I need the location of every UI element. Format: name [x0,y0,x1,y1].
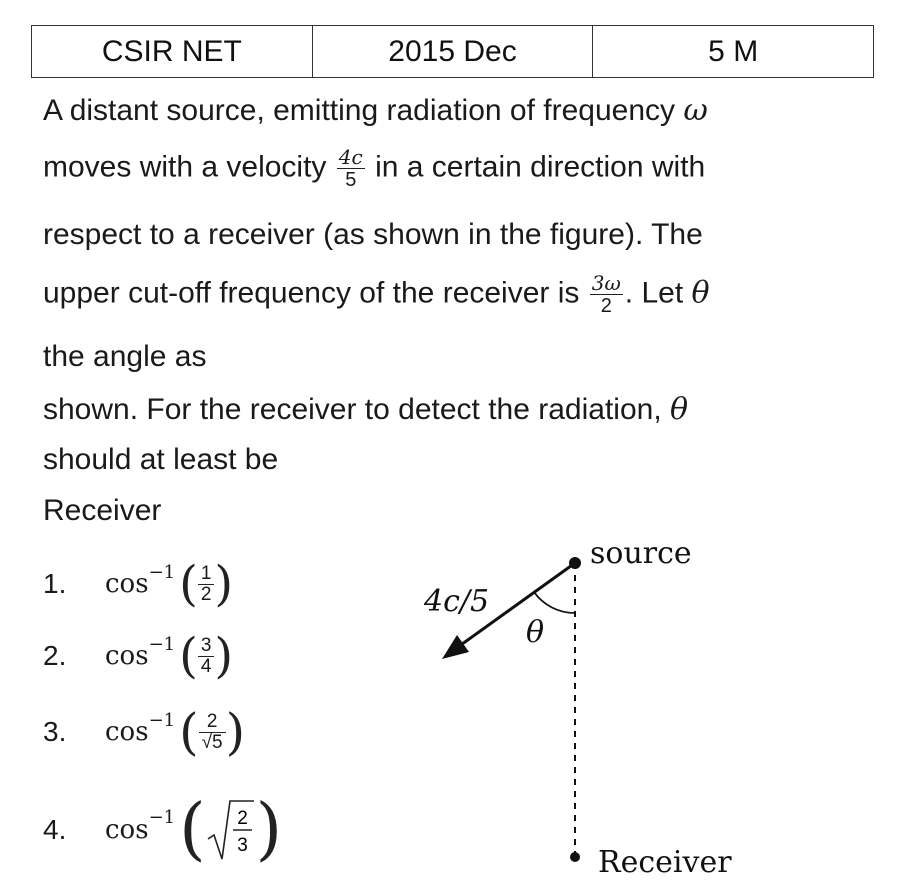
question-line-4: upper cut-off frequency of the receiver is $\frac{3\omega}{2}$ . Let θ [43,271,710,317]
exam-session: 2015 Dec [312,26,593,77]
option-4[interactable]: 4. cos −1 ( 2 3 ) [43,790,283,869]
theta-symbol-2: θ [670,392,689,427]
header-table [31,25,874,78]
option-4-num: 2 [236,807,248,829]
question-line-3: respect to a receiver (as shown in the figure). The [43,218,703,251]
question-line-2: moves with a velocity $\frac{4c}{5}$ in a certain direction with [43,145,706,191]
question-line-7: should at least be [43,443,279,476]
question-line-5: the angle as [43,340,207,373]
velocity-fraction: $\frac{4c}{5}$ [338,145,363,191]
option-3-fraction: $\frac{2}{√5}$ [199,712,226,753]
question-line-1: A distant source, emitting radiation of frequency ω [43,93,708,128]
option-1-fraction: $\frac{1}{2}$ [198,564,215,605]
velocity-arrowhead [442,635,469,659]
option-2-fraction: $\frac{3}{4}$ [198,636,215,677]
doppler-figure [400,525,770,885]
receiver-label: Receiver [598,845,732,880]
omega-symbol: ω [683,93,708,128]
option-2[interactable]: 2. cos −1 ( $\frac{3}{4}$ ) [43,628,234,684]
cutoff-fraction: $\frac{3\omega}{2}$ [591,271,621,317]
question-line-8: Receiver [43,494,162,527]
option-4-sqrt [206,797,256,863]
question-marks: 5 M [592,26,873,77]
option-1[interactable]: 1. cos −1 ( $\frac{1}{2}$ ) [43,556,234,612]
velocity-label: 4c/5 [424,584,490,619]
question-line-6: shown. For the receiver to detect the radiation, θ [43,392,689,427]
option-4-den: 3 [236,834,248,856]
theta-symbol: θ [691,275,710,311]
receiver-dot [570,852,580,862]
angle-label: θ [526,615,545,650]
exam-name: CSIR NET [101,34,242,68]
angle-arc [534,592,575,613]
option-3[interactable]: 3. cos −1 ( $\frac{2}{√5}$ ) [43,703,246,761]
source-label: source [590,536,692,571]
